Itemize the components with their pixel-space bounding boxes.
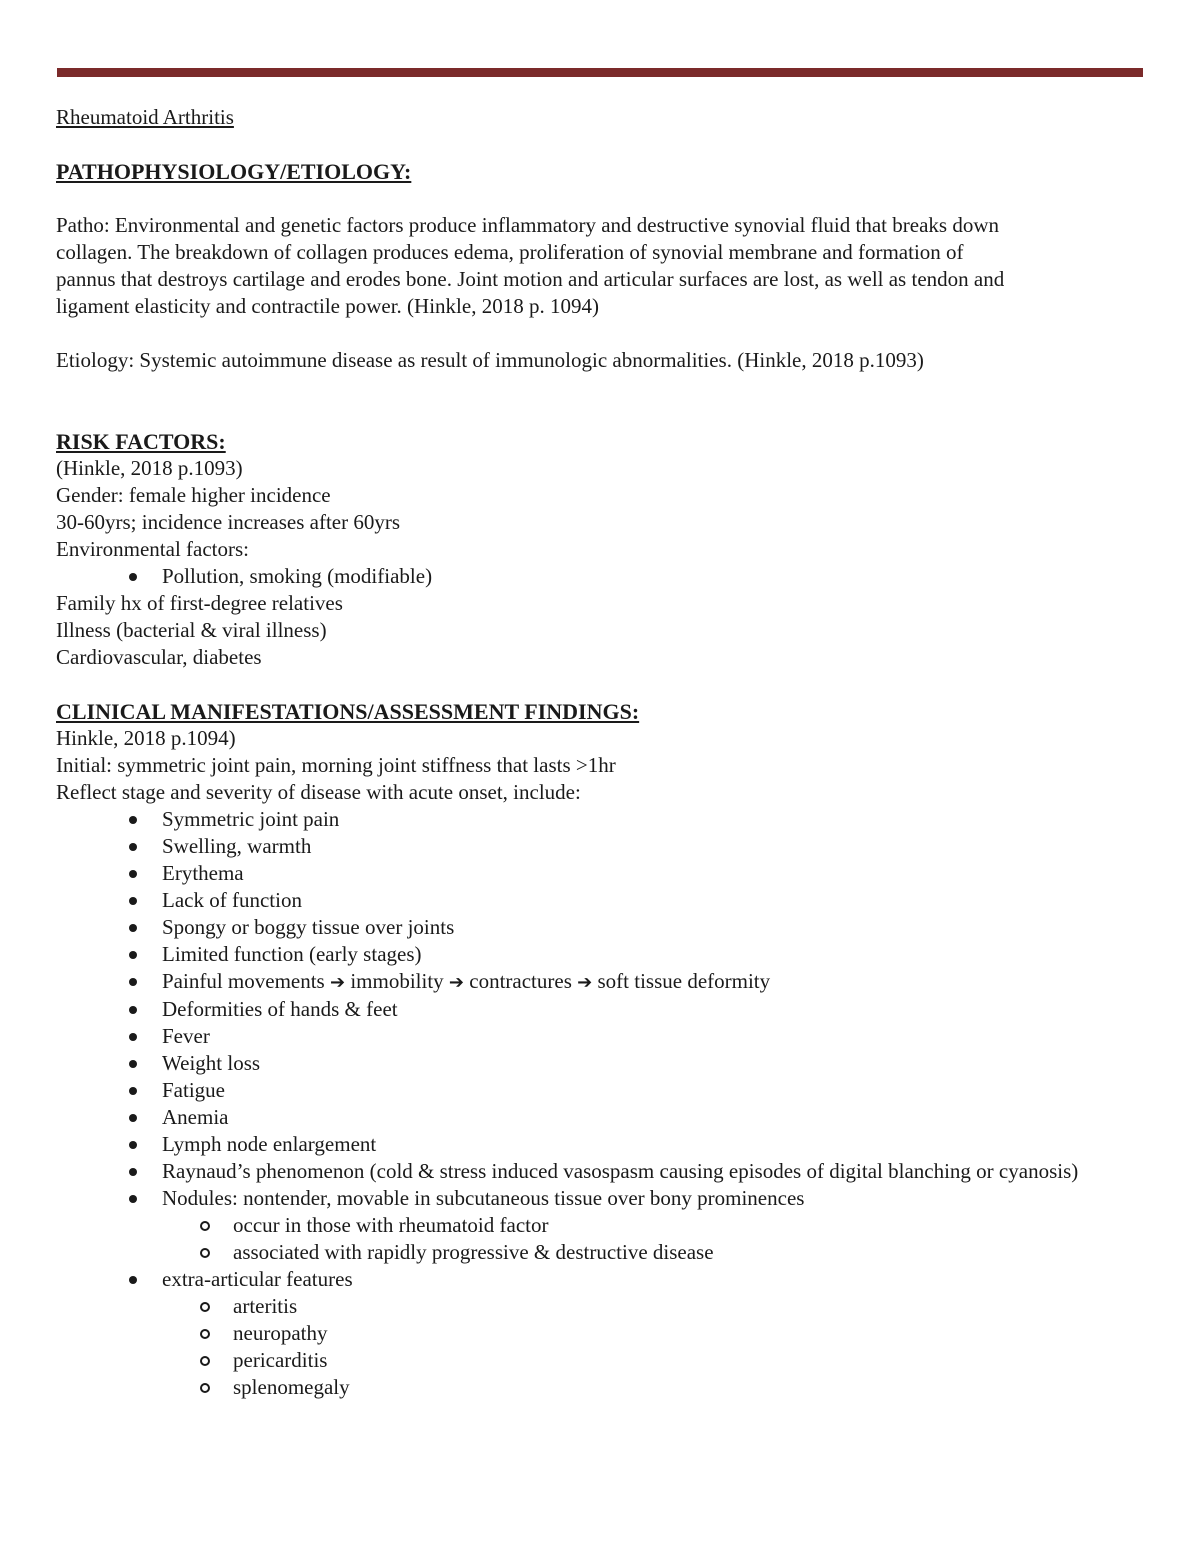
list-item: Fatigue [56, 1077, 1144, 1104]
clinical-heading: CLINICAL MANIFESTATIONS/ASSESSMENT FINDINGS: [56, 699, 640, 724]
clinical-line: Hinkle, 2018 p.1094) [56, 726, 236, 750]
clinical-line: Reflect stage and severity of disease with acute onset, include: [56, 780, 581, 804]
sub-list-item: neuropathy [56, 1320, 1144, 1347]
top-rule [57, 68, 1143, 77]
chain-step: immobility [350, 969, 444, 993]
extra-articular-sublist [162, 1293, 1144, 1401]
clinical-line: Initial: symmetric joint pain, morning joint stiffness that lasts >1hr [56, 753, 616, 777]
list-item: Symmetric joint pain [56, 806, 1144, 833]
chain-step: soft tissue deformity [597, 969, 771, 993]
list-item: Spongy or boggy tissue over joints [56, 914, 1144, 941]
risk-bullet-list [56, 563, 1144, 590]
clinical-bullet-list [56, 806, 1144, 1401]
list-item: Weight loss [56, 1050, 1144, 1077]
risk-heading: RISK FACTORS: [56, 429, 226, 454]
risk-line: 30-60yrs; incidence increases after 60yrs [56, 510, 401, 534]
list-item: Anemia [56, 1104, 1144, 1131]
patho-line: Patho: Environmental and genetic factors produce inflammatory and destructive synovial fluid that breaks down [56, 213, 999, 237]
sub-list-item: occur in those with rheumatoid factor [56, 1212, 1144, 1239]
document-body [56, 104, 1144, 1401]
risk-line: Illness (bacterial & viral illness) [56, 618, 327, 642]
list-item: Swelling, warmth [56, 833, 1144, 860]
list-item: Fever [56, 1023, 1144, 1050]
painful-chain-item [56, 968, 1144, 996]
chain-step: contractures [469, 969, 572, 993]
list-item: Deformities of hands & feet [56, 996, 1144, 1023]
etiology-text: Etiology: Systemic autoimmune disease as result of immunologic abnormalities. (Hinkle, 2018 p.1093) [56, 348, 924, 372]
chain-step: Painful movements [162, 969, 325, 993]
risk-line: Family hx of first-degree relatives [56, 591, 343, 615]
list-item: Pollution, smoking (modifiable) [56, 563, 1144, 590]
extra-articular-label: extra-articular features [162, 1267, 353, 1291]
sub-list-item: arteritis [56, 1293, 1144, 1320]
nodules-item [56, 1185, 1144, 1266]
arrow-right-icon: ➔ [448, 972, 465, 993]
patho-line: pannus that destroys cartilage and erodes bone. Joint motion and articular surfaces are lost, as well as tendon and [56, 267, 1005, 291]
extra-articular-item [56, 1266, 1144, 1401]
list-item: Lymph node enlargement [56, 1131, 1144, 1158]
raynaud-item: Raynaud’s phenomenon (cold & stress induced vasospasm causing episodes of digital blanching or cyanosis) [56, 1158, 1144, 1185]
list-item: Lack of function [56, 887, 1144, 914]
risk-line: Environmental factors: [56, 537, 250, 561]
sub-list-item: pericarditis [56, 1347, 1144, 1374]
patho-line: ligament elasticity and contractile power. (Hinkle, 2018 p. 1094) [56, 294, 599, 318]
list-item: Limited function (early stages) [56, 941, 1144, 968]
nodules-label: Nodules: nontender, movable in subcutaneous tissue over bony prominences [162, 1186, 805, 1210]
list-item: Erythema [56, 860, 1144, 887]
sub-list-item: splenomegaly [56, 1374, 1144, 1401]
arrow-right-icon: ➔ [329, 972, 346, 993]
risk-line: Gender: female higher incidence [56, 483, 331, 507]
risk-line: Cardiovascular, diabetes [56, 645, 262, 669]
arrow-right-icon: ➔ [577, 972, 593, 993]
sub-list-item: associated with rapidly progressive & destructive disease [56, 1239, 1144, 1266]
patho-line: collagen. The breakdown of collagen produces edema, proliferation of synovial membrane and formation of [56, 240, 964, 264]
nodules-sublist [162, 1212, 1144, 1266]
risk-line: (Hinkle, 2018 p.1093) [56, 456, 243, 480]
patho-heading: PATHOPHYSIOLOGY/ETIOLOGY: [56, 159, 412, 184]
document-title: Rheumatoid Arthritis [56, 105, 234, 129]
